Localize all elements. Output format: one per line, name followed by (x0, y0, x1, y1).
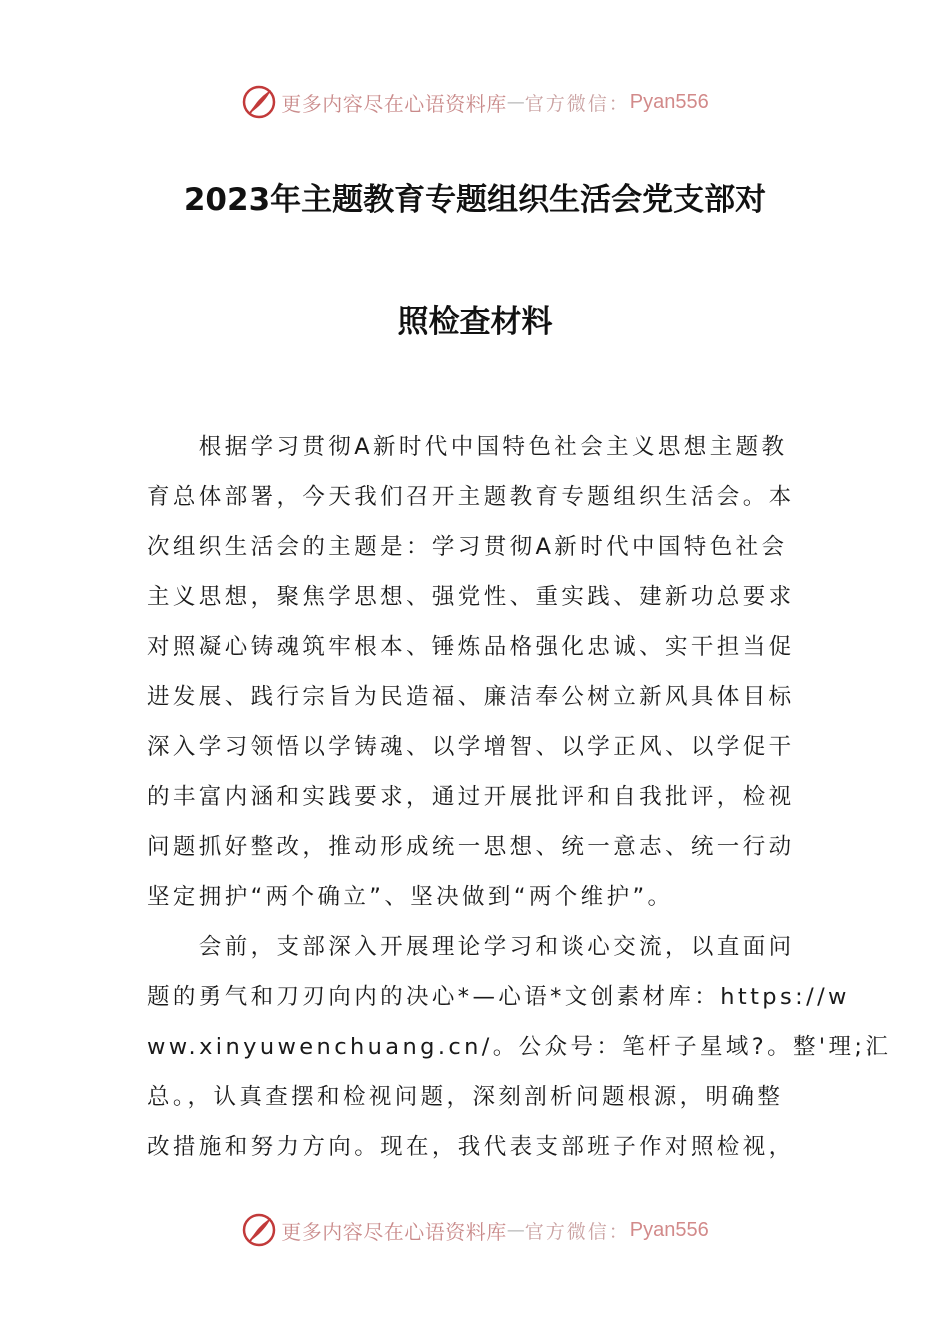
body-line: 主义思想，聚焦学思想、强党性、重实践、建新功总要求 (147, 584, 795, 610)
watermark-wechat-label: 官方微信： (524, 1220, 630, 1243)
body-line: 对照凝心铸魂筑牢根本、锤炼品格强化忠诚、实干担当促 (147, 634, 795, 660)
watermark-wechat-label: 官方微信： (524, 92, 630, 115)
watermark-dash: — (506, 1219, 525, 1241)
watermark-site-text: 更多内容尽在心语资料库 (281, 1219, 507, 1244)
watermark-site-text: 更多内容尽在心语资料库 (281, 91, 507, 116)
body-line: 育总体部署，今天我们召开主题教育专题组织生活会。本 (147, 484, 795, 510)
watermark-dash: — (506, 91, 525, 113)
body-line: 次组织生活会的主题是：学习贯彻A新时代中国特色社会 (147, 534, 788, 560)
quill-logo-icon (241, 1212, 277, 1248)
body-line: 题的勇气和刀刃向内的决心*—心语*文创素材库：https://w (147, 984, 850, 1010)
quill-logo-icon (241, 84, 277, 120)
body-line: 总。，认真查摆和检视问题，深刻剖析问题根源，明确整 (147, 1084, 784, 1110)
footer-watermark-banner (0, 1210, 950, 1250)
body-line: 进发展、践行宗旨为民造福、廉洁奉公树立新风具体目标 (147, 684, 795, 710)
document-title-line-2: 照检查材料 (397, 304, 553, 340)
body-line: 问题抓好整改，推动形成统一思想、统一意志、统一行动 (147, 834, 795, 860)
watermark-wechat-id: Pyan556 (629, 1218, 709, 1241)
body-line: 会前，支部深入开展理论学习和谈心交流，以直面问 (147, 934, 795, 960)
document-title-line-1: 2023年主题教育专题组织生活会党支部对 (183, 182, 767, 218)
body-line: ww.xinyuwenchuang.cn/。公众号：笔杆子星域?。整'理;汇 (147, 1034, 892, 1060)
body-line: 坚定拥护“两个确立”、坚决做到“两个维护”。 (147, 884, 674, 910)
body-line: 的丰富内涵和实践要求，通过开展批评和自我批评，检视 (147, 784, 795, 810)
document-body (147, 422, 892, 1172)
body-line: 改措施和努力方向。现在，我代表支部班子作对照检视， (147, 1134, 795, 1160)
watermark-wechat-id: Pyan556 (629, 90, 709, 113)
body-line: 根据学习贯彻A新时代中国特色社会主义思想主题教 (147, 434, 788, 460)
body-line: 深入学习领悟以学铸魂、以学增智、以学正风、以学促干 (147, 734, 795, 760)
header-watermark-banner (0, 82, 950, 122)
